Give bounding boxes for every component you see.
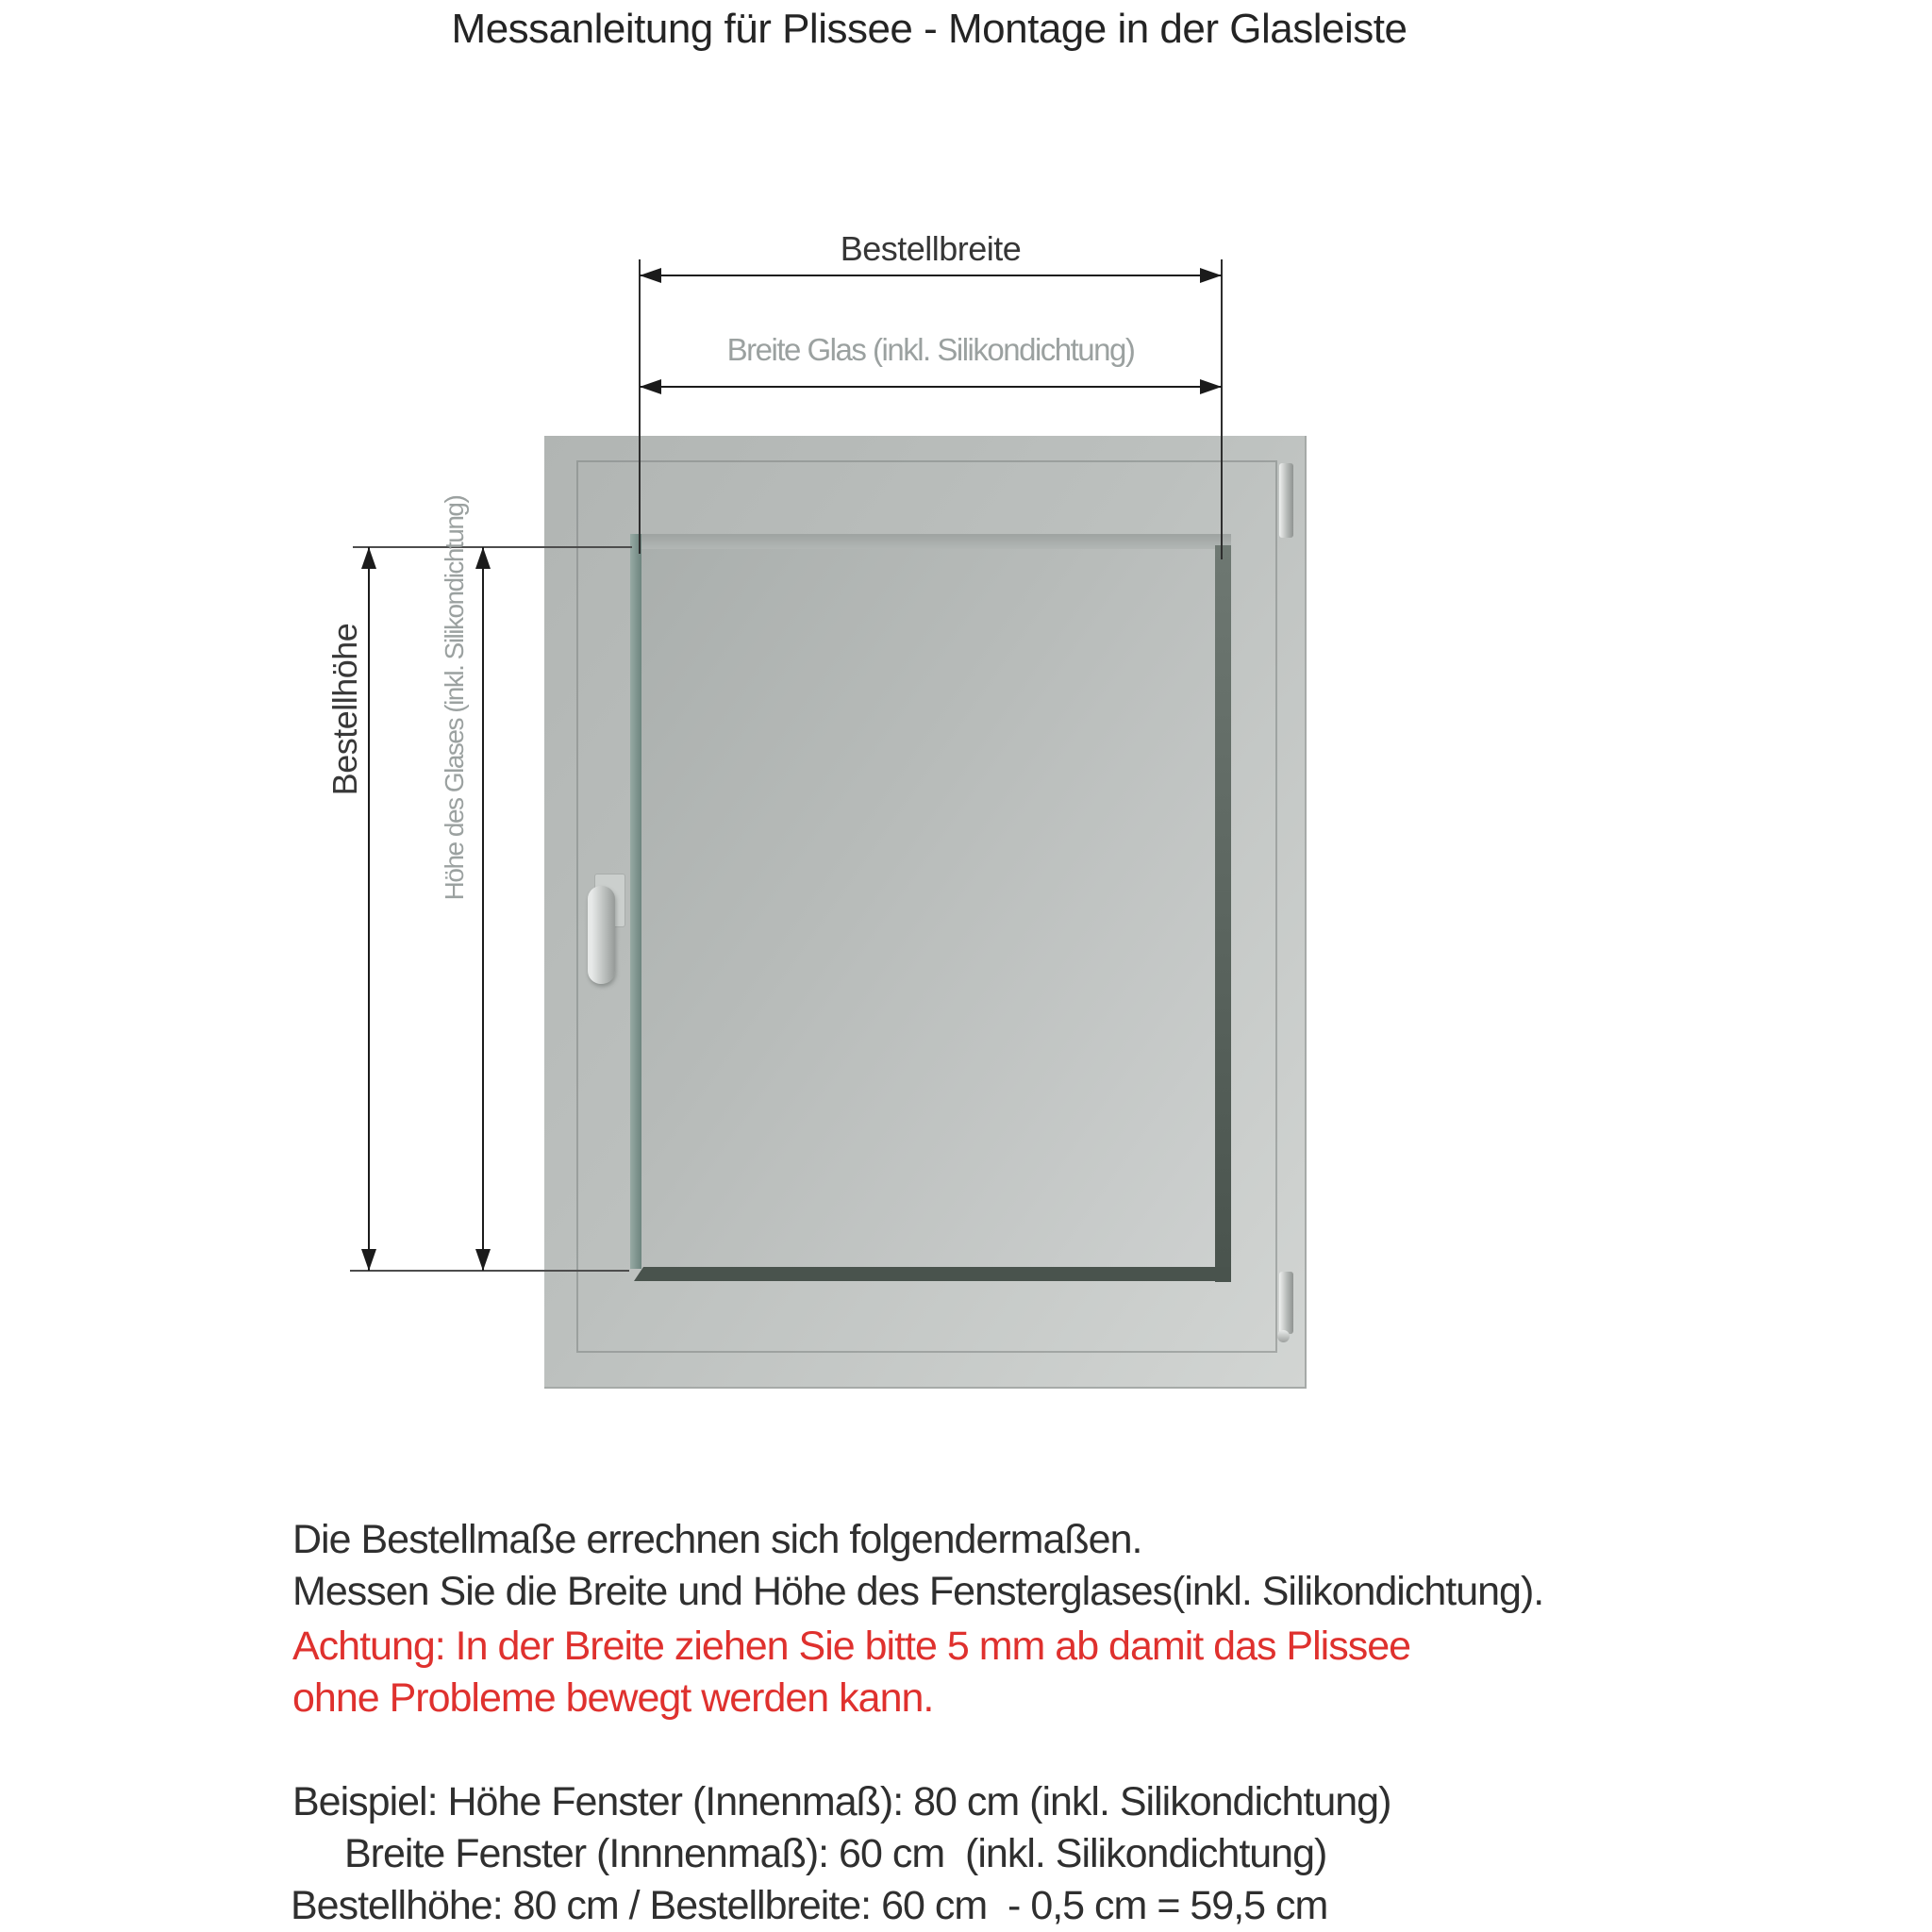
example-line-1: Beispiel: Höhe Fenster (Innenmaß): 80 cm (inkl. Silikondichtung) xyxy=(292,1779,1391,1824)
window-handle xyxy=(588,886,615,984)
instruction-line-1: Die Bestellmaße errechnen sich folgendermaßen. xyxy=(292,1517,1142,1562)
hinge-bottom xyxy=(1279,1272,1293,1334)
example-line-2: Breite Fenster (Innnenmaß): 60 cm (inkl. Silikondichtung) xyxy=(344,1831,1327,1876)
order-width-label: Bestellbreite xyxy=(840,229,1022,268)
hinge-top xyxy=(1279,463,1293,538)
glass-edge-left xyxy=(630,534,641,1269)
order-height-label: Bestellhöhe xyxy=(325,623,364,796)
tick-line-top xyxy=(353,546,632,548)
instruction-line-2: Messen Sie die Breite und Höhe des Fensterglases(inkl. Silikondichtung). xyxy=(292,1569,1544,1614)
glass-width-label: Breite Glas (inkl. Silikondichtung) xyxy=(726,332,1135,367)
extension-line-left xyxy=(639,259,641,554)
glass-edge-bottom xyxy=(634,1267,1231,1281)
glass-height-dimension-arrow xyxy=(482,547,484,1271)
window-illustration xyxy=(544,436,1307,1389)
example-line-3: Bestellhöhe: 80 cm / Bestellbreite: 60 cm - 0,5 cm = 59,5 cm xyxy=(291,1883,1328,1928)
glass-pane xyxy=(641,549,1215,1267)
warning-line-2: ohne Probleme bewegt werden kann. xyxy=(292,1675,934,1721)
order-width-dimension-arrow xyxy=(640,275,1222,276)
glazing-bead-top xyxy=(641,534,1231,549)
glass-width-dimension-arrow xyxy=(640,386,1222,388)
glass-edge-right xyxy=(1215,545,1231,1282)
page-title: Messanleitung für Plissee - Montage in der Glasleiste xyxy=(451,6,1407,52)
extension-line-right xyxy=(1221,259,1223,559)
glass-assembly xyxy=(630,534,1231,1281)
glass-height-label: Höhe des Glases (inkl. Silikondichtung) xyxy=(440,495,469,901)
warning-line-1: Achtung: In der Breite ziehen Sie bitte 5 mm ab damit das Plissee xyxy=(292,1624,1411,1669)
hinge-pin xyxy=(1277,1330,1290,1342)
order-height-dimension-arrow xyxy=(368,547,370,1271)
